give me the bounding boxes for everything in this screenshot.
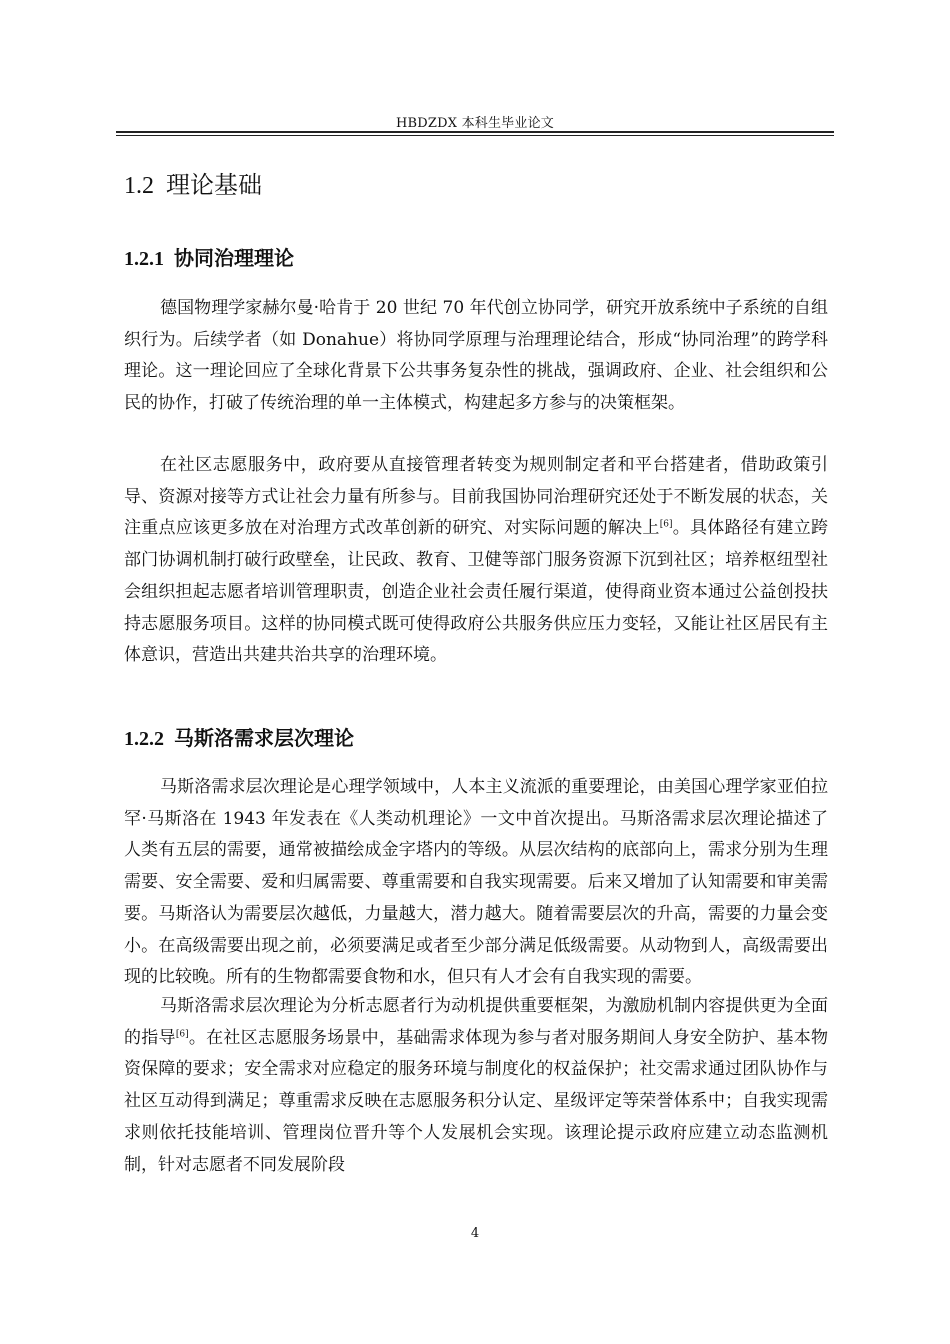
page-number: 4 (470, 1226, 480, 1241)
paragraph-3: 马斯洛需求层次理论是心理学领域中，人本主义流派的重要理论，由美国心理学家亚伯拉罕·马斯洛在 1943 年发表在《人类动机理论》一文中首次提出。马斯洛需求层次理论描述了人类有五层的需要，通常被描绘成金字塔内的等级。从层次结构的底部向上，需求分别为生理需要、安全需要、爱和归属需要、尊重需要和自我实现需要。后来又增加了认知需要和审美需要。马斯洛认为需要层次越低，力量越大，潜力越大。随着需要层次的升高，需要的力量会变小。在高级需要出现之前，必须要满足或者至少部分满足低级需要。从动物到人，高级需要出现的比较晚。所有的生物都需要食物和水，但只有人才会有自我实现的需要。 (124, 777, 828, 988)
section-title: 理论基础 (166, 173, 262, 199)
citation-ref: [6] (175, 1029, 189, 1040)
paragraph-4-text-b: 。在社区志愿服务场景中，基础需求体现为参与者对服务期间人身安全防护、基本物资保障的要求；安全需求对应稳定的服务环境与制度化的权益保护；社交需求通过团队协作与社区互动得到满足；尊重需求反映在志愿服务积分认定、星级评定等荣誉体系中；自我实现需求则依托技能培训、管理岗位晋升等个人发展机会实现。该理论提示政府应建立动态监测机制，针对志愿者不同发展阶段 (124, 1027, 828, 1175)
running-header: HBDZDX 本科生毕业论文 (396, 116, 554, 131)
paragraph-4-text-a: 马斯洛需求层次理论为分析志愿者行为动机提供重要框架，为激励机制内容提供更为全面的指导 (124, 996, 828, 1048)
subsection-number: 1.2.1 (124, 248, 164, 270)
header-rule-thin (116, 135, 834, 136)
subsection-heading-2 (124, 722, 354, 751)
citation-ref: [6] (659, 519, 673, 530)
subsection-heading-1 (124, 242, 294, 271)
paragraph-4 (124, 991, 828, 1181)
paragraph-1: 德国物理学家赫尔曼·哈肯于 20 世纪 70 年代创立协同学，研究开放系统中子系统的自组织行为。后续学者（如 Donahue）将协同学原理与治理理论结合，形成“协同治理”的跨学科理论。这一理论回应了全球化背景下公共事务复杂性的挑战，强调政府、企业、社会组织和公民的协作，打破了传统治理的单一主体模式，构建起多方参与的决策框架。 (124, 298, 828, 414)
subsection-title: 协同治理理论 (174, 248, 294, 270)
subsection-number: 1.2.2 (124, 728, 164, 750)
header-rule-thick (116, 131, 834, 133)
subsection-title: 马斯洛需求层次理论 (174, 728, 354, 750)
section-number: 1.2 (124, 173, 154, 199)
paragraph-2-text-a: 在社区志愿服务中，政府要从直接管理者转变为规则制定者和平台搭建者，借助政策引导、资源对接等方式让社会力量有所参与。目前我国协同治理研究还处于不断发展的状态，关注重点应该更多放在对治理方式改革创新的研究、对实际问题的解决上 (124, 455, 828, 539)
section-heading (124, 165, 262, 200)
paragraph-2-text-b: 。具体路径有建立跨部门协调机制打破行政壁垒，让民政、教育、卫健等部门服务资源下沉到社区；培养枢纽型社会组织担起志愿者培训管理职责，创造企业社会责任履行渠道，使得商业资本通过公益创投扶持志愿服务项目。这样的协同模式既可使得政府公共服务供应压力变轻，又能让社区居民有主体意识，营造出共建共治共享的治理环境。 (124, 518, 828, 666)
paragraph-2 (124, 450, 828, 672)
